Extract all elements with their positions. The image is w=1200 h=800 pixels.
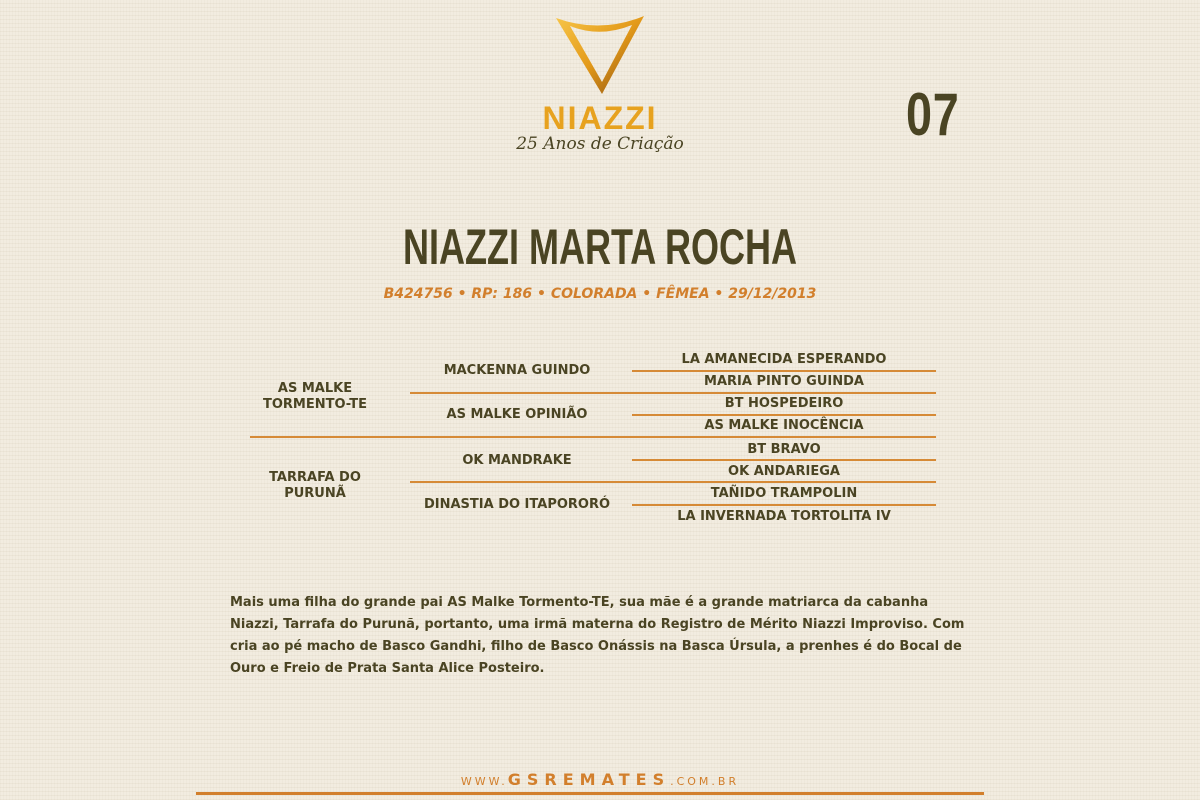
dam-sire: OK MANDRAKE [462, 453, 572, 468]
sire-name-line2: TORMENTO-TE [262, 397, 368, 412]
brand-name: NIAZZI [542, 100, 658, 136]
dam-name-line1: TARRAFA DO [269, 470, 361, 485]
animal-details: B424756 • RP: 186 • COLORADA • FÊMEA • 29/12/2013 [383, 286, 817, 302]
dam-dam-dam: LA INVERNADA TORTOLITA IV [677, 509, 891, 524]
divider-line [410, 392, 936, 394]
divider-line [632, 370, 936, 372]
niazzi-logo [500, 12, 700, 152]
sire-dam-dam: AS MALKE INOCÊNCIA [704, 418, 864, 433]
url-prefix: WWW. [460, 775, 508, 788]
sire-dam: AS MALKE OPINIÃO [446, 407, 588, 422]
inverted-triangle-logo-icon [552, 12, 648, 98]
dam-sire-sire: BT BRAVO [747, 442, 821, 457]
dam-dam-sire: TAÑIDO TRAMPOLIN [710, 486, 858, 501]
divider-line [250, 436, 936, 438]
url-suffix: .COM.BR [670, 775, 740, 788]
dam-name-line2: PURUNÃ [284, 486, 346, 501]
divider-line [632, 459, 936, 461]
dam-dam: DINASTIA DO ITAPORORÓ [423, 497, 611, 512]
footer-website[interactable] [0, 770, 1200, 789]
divider-line [410, 481, 936, 483]
sire-sire: MACKENNA GUINDO [443, 363, 591, 378]
sire-dam-sire: BT HOSPEDEIRO [724, 396, 844, 411]
description-paragraph: Mais uma filha do grande pai AS Malke Tormento-TE, sua mãe é a grande matriarca da cabanha Niazzi, Tarrafa do Purunã, portanto, uma irmã materna do Registro de Mérito Niazzi Improviso. Com cria ao pé macho de Basco Gandhi, filho de Basco Onássis na Basca Úrsula, a prenhes é do Bocal de Ouro e Freio de Prata Santa Alice Posteiro. [230, 595, 965, 676]
url-main: GSREMATES [507, 770, 671, 789]
sire-name [250, 381, 380, 413]
sire-sire-sire: LA AMANECIDA ESPERANDO [681, 352, 887, 367]
lot-number: 07 [906, 81, 960, 148]
animal-name: NIAZZI MARTA ROCHA [403, 219, 797, 275]
divider-line [632, 414, 936, 416]
sire-sire-dam: MARIA PINTO GUINDA [704, 374, 864, 389]
brand-tagline: 25 Anos de Criação [516, 134, 684, 154]
divider-line [632, 504, 936, 506]
dam-sire-dam: OK ANDARIEGA [728, 464, 840, 479]
footer-divider [196, 792, 984, 795]
sire-name-line1: AS MALKE [277, 381, 353, 396]
dam-name [250, 470, 380, 502]
